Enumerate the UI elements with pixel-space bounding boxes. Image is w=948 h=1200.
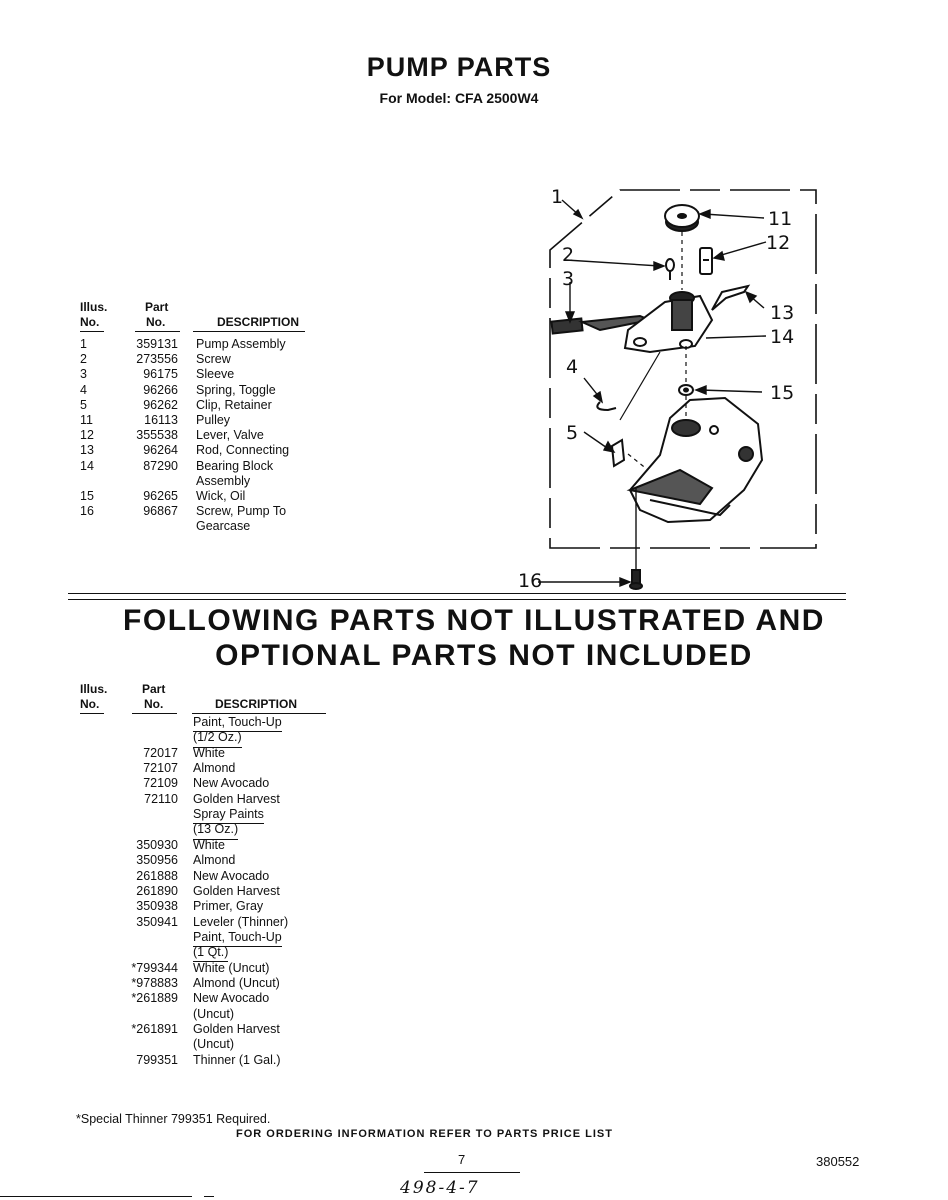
callout-16: 16 bbox=[518, 570, 543, 592]
oil-wick bbox=[679, 385, 693, 395]
bottom-rule bbox=[204, 1196, 214, 1197]
part-description: Sleeve bbox=[196, 367, 235, 382]
header-rule bbox=[192, 713, 326, 714]
ordering-note: FOR ORDERING INFORMATION REFER TO PARTS PRICE LIST bbox=[236, 1128, 613, 1140]
part-description: White bbox=[193, 745, 225, 760]
header-rule bbox=[135, 331, 180, 332]
gearcase-housing bbox=[630, 398, 762, 522]
part-number: 96867 bbox=[143, 504, 178, 519]
section-heading-line1: FOLLOWING PARTS NOT ILLUSTRATED AND bbox=[123, 604, 825, 637]
illus-number: 12 bbox=[80, 428, 94, 443]
parts-table bbox=[80, 300, 320, 540]
header-rule bbox=[80, 713, 104, 714]
part-description: Paint, Touch-Up bbox=[193, 715, 282, 732]
part-description: Paint, Touch-Up bbox=[193, 930, 282, 947]
part-description: Almond (Uncut) bbox=[193, 975, 280, 990]
part-description: Gearcase bbox=[196, 519, 251, 534]
illus-number: 4 bbox=[80, 382, 87, 397]
document-number: 380552 bbox=[816, 1154, 860, 1169]
part-number: *261889 bbox=[131, 991, 178, 1006]
part-description: Golden Harvest bbox=[193, 791, 280, 806]
part-description: (Uncut) bbox=[193, 1037, 234, 1052]
part-number: 350930 bbox=[136, 837, 178, 852]
section-divider bbox=[68, 593, 846, 594]
part-description: Pulley bbox=[196, 413, 231, 427]
part-description: Screw bbox=[196, 352, 231, 367]
callout-14: 14 bbox=[770, 326, 795, 348]
illus-number: 15 bbox=[80, 489, 94, 503]
part-number: 96175 bbox=[143, 367, 178, 382]
part-description: (1 Qt.) bbox=[193, 945, 228, 962]
part-number: 355538 bbox=[136, 428, 178, 443]
part-description: Lever, Valve bbox=[196, 428, 264, 443]
part-description: Clip, Retainer bbox=[196, 397, 272, 412]
part-description: Screw, Pump To bbox=[196, 504, 287, 519]
part-number: 72107 bbox=[143, 761, 178, 776]
part-description: New Avocado bbox=[193, 776, 270, 791]
part-description: White (Uncut) bbox=[193, 960, 270, 975]
callout-5: 5 bbox=[566, 422, 579, 444]
part-description: Assembly bbox=[196, 473, 251, 488]
col-description: DESCRIPTION bbox=[215, 697, 298, 711]
part-description: Spray Paints bbox=[193, 807, 264, 824]
part-number: 799351 bbox=[136, 1052, 178, 1067]
part-description: White bbox=[193, 837, 225, 852]
part-description: Thinner (1 Gal.) bbox=[193, 1052, 281, 1067]
col-description: DESCRIPTION bbox=[217, 315, 300, 329]
bearing-block bbox=[551, 292, 712, 352]
illus-number: 16 bbox=[80, 504, 94, 519]
header-rule bbox=[132, 713, 177, 714]
optional-parts-table bbox=[80, 682, 340, 1102]
part-description: Almond bbox=[193, 853, 236, 868]
callout-12: 12 bbox=[766, 232, 791, 254]
part-description: New Avocado bbox=[193, 868, 270, 883]
part-description: (1/2 Oz.) bbox=[193, 730, 242, 747]
callout-4: 4 bbox=[566, 356, 579, 378]
illus-number: 1 bbox=[80, 337, 87, 351]
part-number: *261891 bbox=[131, 1022, 178, 1036]
section-heading-line2: OPTIONAL PARTS NOT INCLUDED bbox=[215, 639, 753, 672]
callout-3: 3 bbox=[562, 268, 575, 290]
footnote: *Special Thinner 799351 Required. bbox=[76, 1112, 271, 1126]
part-number: *978883 bbox=[131, 975, 178, 990]
header-rule bbox=[80, 331, 104, 332]
retainer-clip bbox=[612, 440, 624, 466]
page-number-rule bbox=[424, 1172, 520, 1173]
part-number: 96266 bbox=[143, 382, 178, 397]
col-part-label: Part bbox=[142, 682, 166, 696]
part-number: 72110 bbox=[144, 791, 178, 806]
illus-number: 13 bbox=[80, 443, 94, 458]
guide-line bbox=[620, 352, 660, 420]
part-description: New Avocado bbox=[193, 991, 270, 1006]
model-subtitle: For Model: CFA 2500W4 bbox=[379, 90, 539, 106]
part-number: 350956 bbox=[136, 853, 178, 868]
part-description: Rod, Connecting bbox=[196, 443, 290, 458]
part-description: (13 Oz.) bbox=[193, 822, 238, 839]
illus-number: 5 bbox=[80, 397, 87, 412]
part-number: 350938 bbox=[136, 899, 178, 914]
header-rule bbox=[193, 331, 305, 332]
part-description: (Uncut) bbox=[193, 1006, 234, 1021]
part-number: 16113 bbox=[144, 413, 178, 427]
callout-11: 11 bbox=[768, 208, 793, 230]
illus-number: 2 bbox=[80, 352, 87, 367]
connecting-rod bbox=[712, 286, 748, 310]
screw bbox=[666, 259, 674, 280]
col-part-no: No. bbox=[144, 697, 164, 711]
spring-toggle bbox=[597, 402, 616, 410]
illus-number: 3 bbox=[80, 367, 87, 382]
part-number: 273556 bbox=[136, 352, 178, 367]
col-part-no: No. bbox=[146, 315, 166, 329]
pump-screw bbox=[630, 570, 642, 589]
part-number: 261888 bbox=[136, 868, 178, 883]
callout-15: 15 bbox=[770, 382, 795, 404]
illus-number: 14 bbox=[80, 458, 94, 473]
callout-1: 1 bbox=[551, 186, 564, 208]
part-number: 87290 bbox=[143, 458, 178, 473]
handwritten-note: 498-4-7 bbox=[400, 1178, 480, 1198]
part-number: *799344 bbox=[131, 960, 178, 975]
part-description: Golden Harvest bbox=[193, 883, 280, 898]
page-number: 7 bbox=[458, 1152, 466, 1167]
part-description: Golden Harvest bbox=[193, 1022, 280, 1036]
illus-number: 11 bbox=[80, 413, 93, 427]
callout-2: 2 bbox=[562, 244, 575, 266]
section-divider bbox=[68, 599, 846, 600]
part-description: Pump Assembly bbox=[196, 337, 286, 351]
part-description: Spring, Toggle bbox=[196, 382, 276, 397]
bottom-rule bbox=[0, 1196, 192, 1197]
part-description: Leveler (Thinner) bbox=[193, 914, 289, 929]
col-illus-no: No. bbox=[80, 697, 100, 711]
part-description: Almond bbox=[193, 761, 236, 776]
part-number: 72017 bbox=[143, 745, 178, 760]
col-illus-no: No. bbox=[80, 315, 100, 329]
callout-13: 13 bbox=[770, 302, 795, 324]
col-illus-label: Illus. bbox=[80, 682, 108, 696]
part-number: 96264 bbox=[143, 443, 178, 458]
col-illus-label: Illus. bbox=[80, 300, 108, 314]
part-number: 350941 bbox=[136, 914, 178, 929]
part-number: 96262 bbox=[143, 397, 178, 412]
part-number: 359131 bbox=[136, 337, 178, 351]
col-part-label: Part bbox=[145, 300, 169, 314]
part-description: Wick, Oil bbox=[196, 489, 246, 503]
part-number: 72109 bbox=[143, 776, 178, 791]
lever-valve bbox=[700, 248, 712, 274]
page-title: PUMP PARTS bbox=[366, 52, 552, 82]
part-description: Primer, Gray bbox=[193, 899, 264, 914]
part-description: Bearing Block bbox=[196, 458, 274, 473]
part-number: 261890 bbox=[136, 883, 178, 898]
pulley bbox=[665, 205, 699, 231]
part-number: 96265 bbox=[143, 489, 178, 503]
